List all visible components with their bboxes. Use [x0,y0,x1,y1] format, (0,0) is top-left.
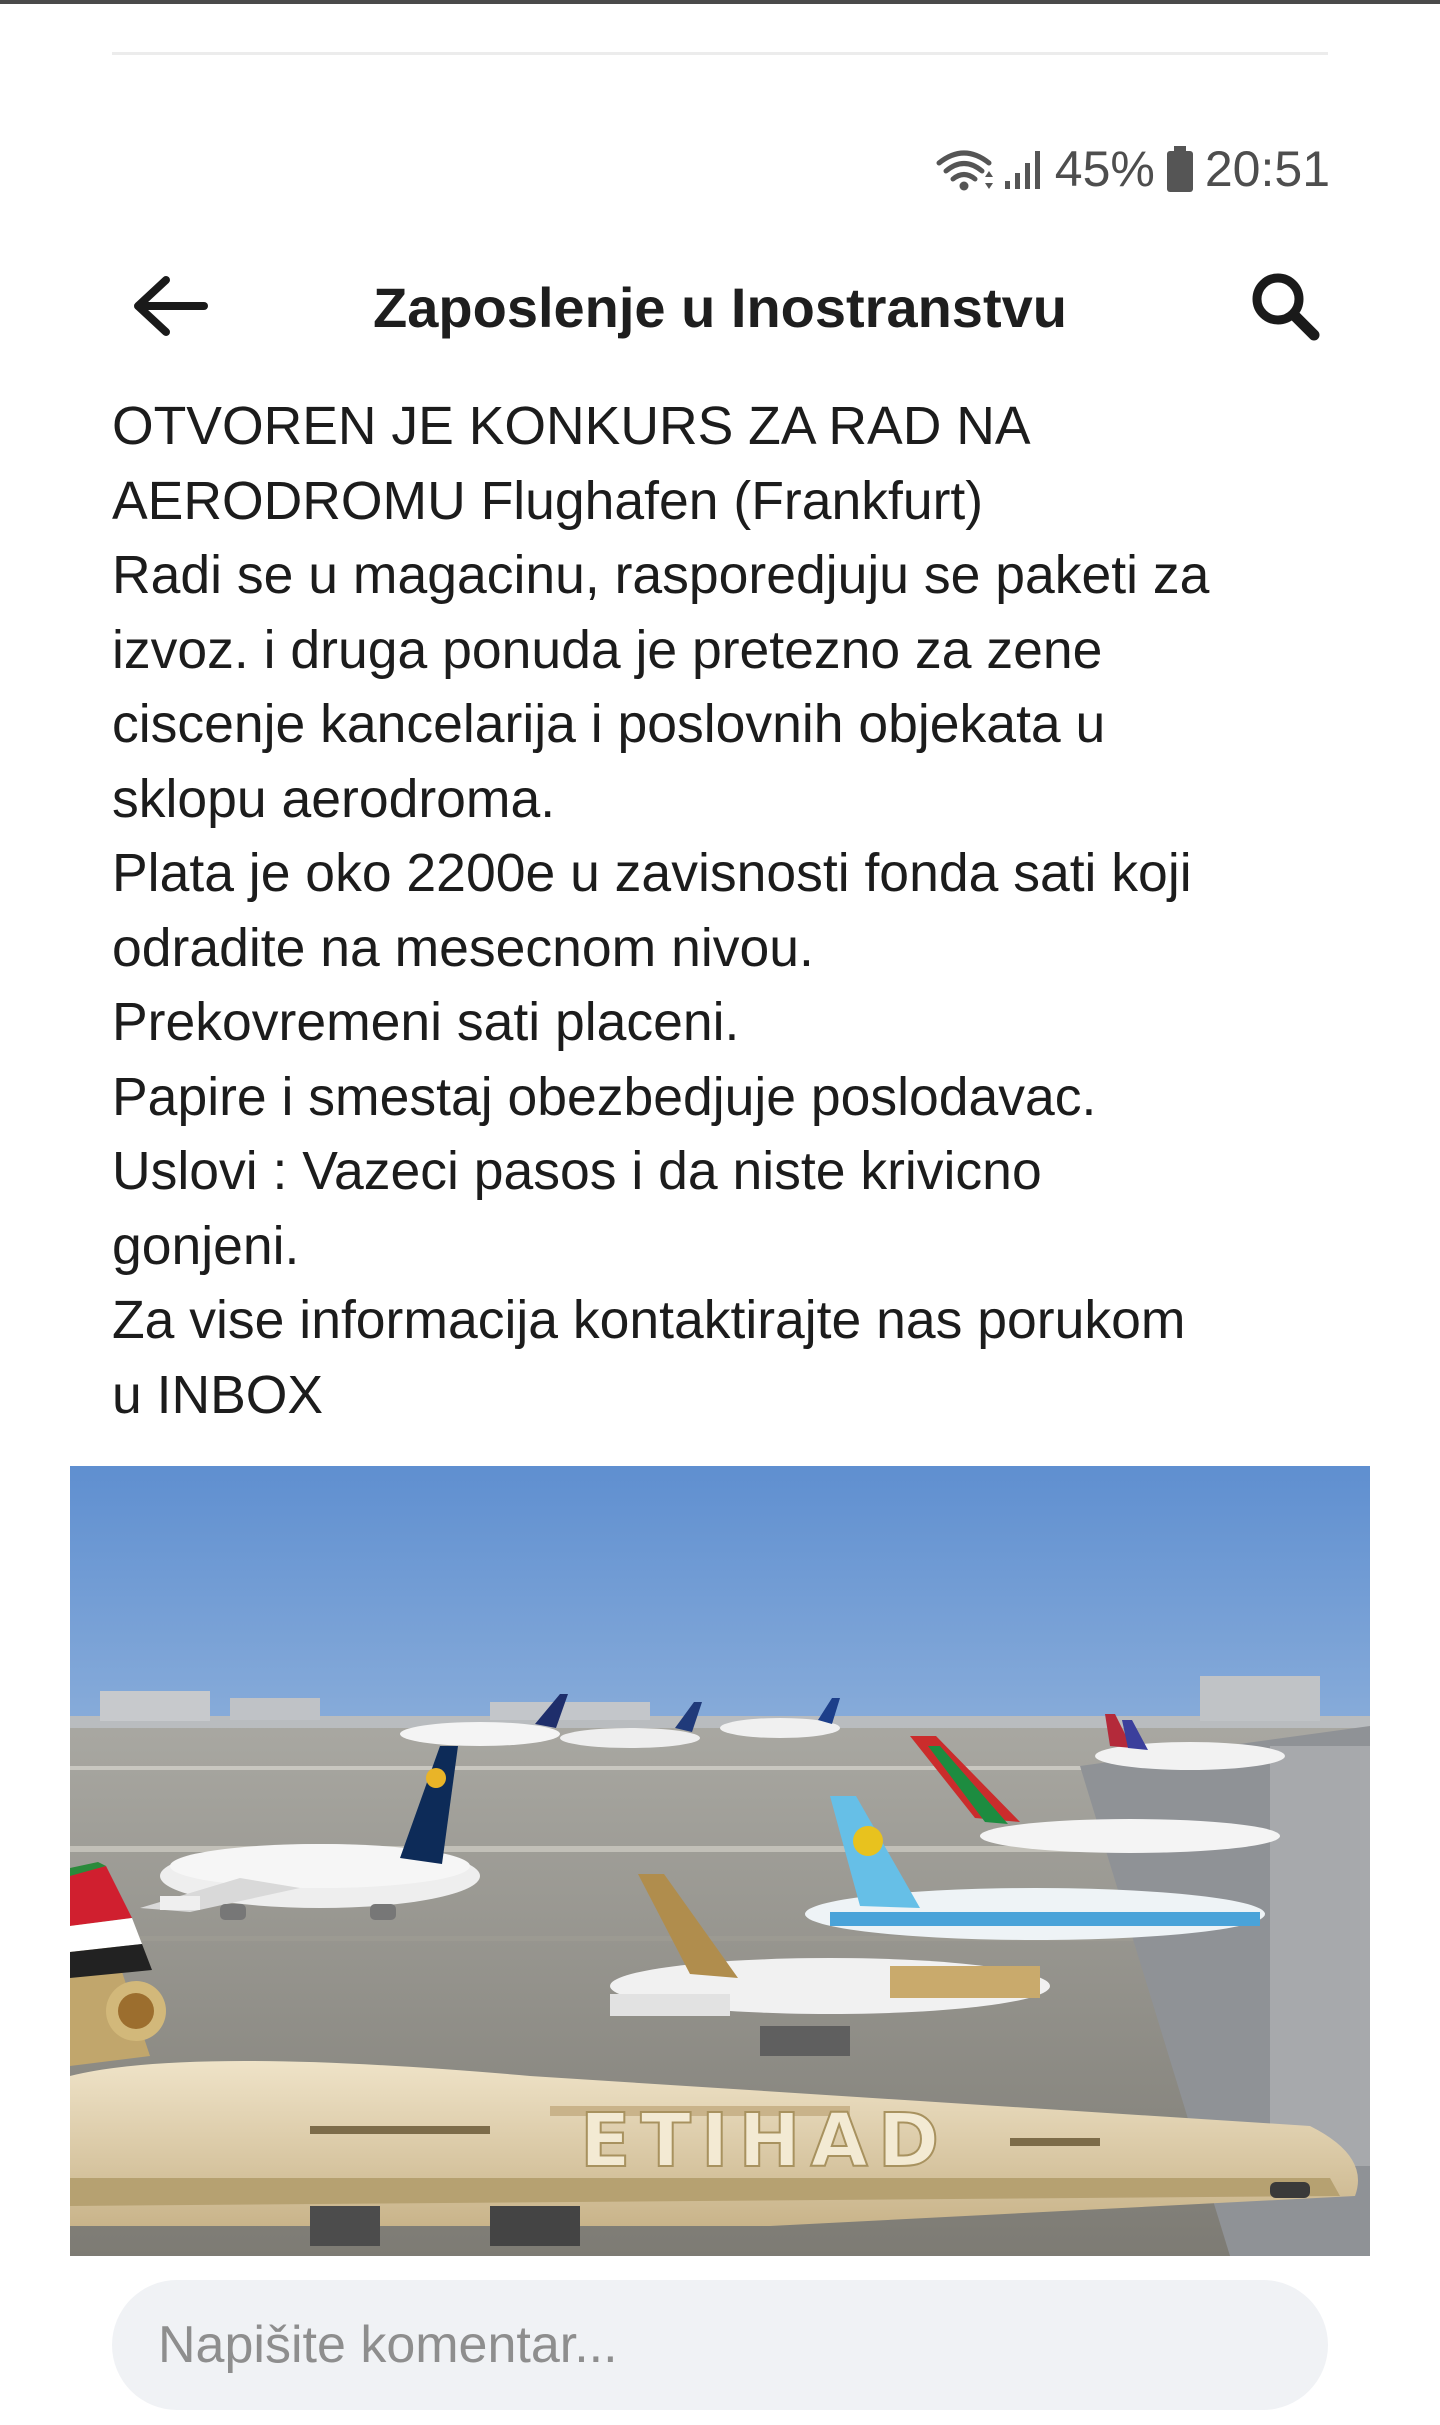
battery-icon [1165,145,1195,193]
back-button[interactable] [120,268,220,348]
arrow-left-icon [130,274,210,343]
etihad-lettering: ETIHAD [580,2098,950,2184]
post-line: odradite na mesecnom nivou. [112,918,814,978]
battery-percent: 45% [1054,141,1155,197]
post-line: u INBOX [112,1365,324,1425]
search-button[interactable] [1240,268,1330,348]
comment-input[interactable] [112,2280,1328,2410]
post-line: izvoz. i druga ponuda je pretezno za zene [112,620,1103,680]
post-image-airport[interactable] [70,1466,1370,2256]
signal-icon [1003,147,1045,191]
status-bar [935,134,1330,204]
top-divider [112,52,1328,55]
post-line: AERODROMU Flughafen (Frankfurt) [112,471,984,531]
top-edge [0,0,1440,4]
app-header [0,250,1440,360]
post-line: Uslovi : Vazeci pasos i da niste krivicno [112,1142,1042,1201]
post-line: Za vise informacija kontaktirajte nas porukom [112,1291,1186,1350]
post-line: Plata je oko 2200e u zavisnosti fonda sati koji [112,844,1192,903]
search-icon [1248,269,1322,348]
page-title: Zaposlenje u Inostranstvu [373,276,1067,339]
post-line: Radi se u magacinu, rasporedjuju se paketi za [112,546,1210,605]
post-line: sklopu aerodroma. [112,769,556,829]
post-line: Prekovremeni sati placeni. [112,993,740,1052]
post-line: gonjeni. [112,1216,300,1276]
status-time: 20:51 [1204,141,1330,197]
post-line: ciscenje kancelarija i poslovnih objekata u [112,695,1106,754]
post-line: OTVOREN JE KONKURS ZA RAD NA [112,397,1031,456]
post-body [112,390,1342,1433]
post-line: Papire i smestaj obezbedjuje poslodavac. [112,1067,1097,1127]
wifi-icon [935,147,993,191]
